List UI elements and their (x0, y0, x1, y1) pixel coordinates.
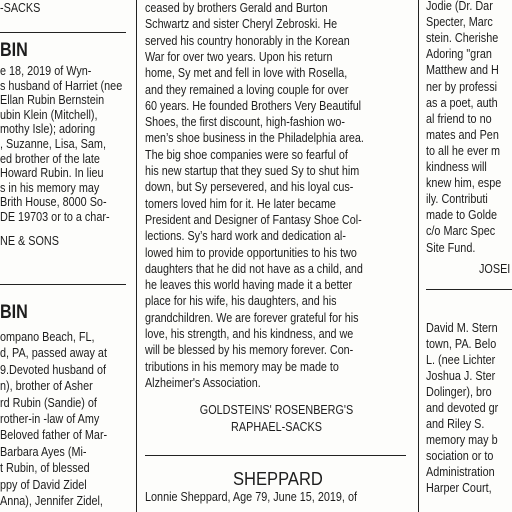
sheppard-first-line: Lonnie Sheppard, Age 79, June 15, 2019, of (145, 490, 357, 504)
middle-obit-line: home, Sy met and fell in love with Rosella, (145, 66, 348, 81)
left-obit-line-2: Barbara Ayes (Mi- (0, 444, 87, 459)
right-obit-line-2: memory may b (426, 433, 498, 447)
middle-obit-line: Shoes, the first discount, high-fashion wo- (145, 115, 345, 130)
middle-obit-line: lowed him to provide opportunities to his two (145, 245, 357, 260)
right-obit-line-2: Joshua J. Ster (426, 369, 496, 383)
left-obit-line-2: d, PA, passed away at (0, 346, 107, 361)
middle-signature-line-1: GOLDSTEINS' ROSENBERG'S (199, 403, 354, 417)
middle-signature-line-2: RAPHAEL-SACKS (231, 420, 322, 434)
right-obit-line-1: Jodie (Dr. Dar (426, 0, 493, 13)
right-divider (426, 289, 512, 290)
middle-obit-line: 60 years. He founded Brothers Very Beautiful (145, 98, 362, 113)
right-obit-line-1: knew him, espe (426, 176, 502, 191)
left-obit-line-2: ompano Beach, FL, (0, 330, 95, 344)
left-obit-line-2: n), brother of Asher (0, 379, 93, 394)
left-obit-line-1: , Suzanne, Lisa, Sam, (0, 137, 106, 151)
right-obit-line-1: ily. Contributi (426, 192, 488, 207)
middle-obit-line: daughters that he did not have as a child, and (145, 261, 363, 276)
middle-obit-line: Alzheimer's Association. (145, 375, 261, 390)
left-signature-1: NE & SONS (0, 234, 59, 248)
right-signature: JOSEI (479, 262, 511, 276)
middle-obit-line: he leaves this world having made it a better (145, 278, 353, 293)
left-obit-line-2: Anna), Jennifer Zidel, (0, 494, 103, 508)
left-obit-line-2: Beloved father of Mar- (0, 428, 108, 443)
left-obit-line-1: e 18, 2019 of Wyn- (0, 64, 92, 78)
right-obit-line-2: town, PA. Belo (426, 337, 497, 351)
right-obit-line-1: stein. Cherishe (426, 31, 499, 46)
left-divider-2 (0, 284, 126, 285)
middle-obit-line: ceased by brothers Gerald and Burton (145, 1, 328, 15)
middle-obit-line: War for over two years. Upon his return (145, 49, 333, 64)
left-obit-text-1 (0, 64, 128, 224)
left-column (0, 0, 128, 512)
middle-obit-line: will be blessed by his memory forever. Con- (145, 343, 354, 358)
left-obit-line-1: mothy Isle); adoring (0, 122, 96, 137)
left-obit-line-1: s in his memory may (0, 180, 100, 195)
right-obit-line-1: made to Golde (426, 208, 498, 223)
left-obit-line-1: s husband of Harriet (nee (0, 78, 123, 93)
left-obit-line-1: Howard Rubin. In lieu (0, 166, 104, 181)
left-obit-line-2: 9.Devoted husband of (0, 362, 106, 377)
left-obit-line-2: rd Rubin (Sandie) of (0, 395, 97, 410)
right-obit-line-1: c/o Marc Spec (426, 224, 496, 239)
left-divider-1 (0, 32, 126, 33)
right-obit-line-2: Administration (426, 465, 495, 479)
middle-obit-line: his new startup that they sued Sy to shut him (145, 164, 360, 178)
left-obit-line-1: Ellan Rubin Bernstein (0, 93, 105, 108)
left-obit-line-2: rother-in -law of Amy (0, 412, 100, 426)
right-obit-text-2 (426, 321, 512, 512)
right-obit-line-1: Site Fund. (426, 240, 476, 255)
middle-obit-line: tomers loved him for it. He later became (145, 196, 336, 211)
right-obit-line-1: Specter, Marc (426, 15, 493, 30)
left-obit-line-1: ed brother of the late (0, 151, 100, 166)
left-obit-line-2: t Rubin, of blessed (0, 461, 90, 476)
middle-obit-line: Schwartz and sister Cheryl Zebroski. He (145, 17, 338, 32)
middle-obit-line: President and Designer of Fantasy Shoe Col- (145, 212, 362, 227)
left-top-signature: -SACKS (0, 1, 41, 15)
right-obit-line-1: to all he ever m (426, 143, 501, 158)
right-obit-line-2: David M. Stern (426, 321, 498, 335)
middle-divider (145, 455, 406, 456)
right-obit-line-1: mates and Pen (426, 127, 499, 142)
right-obit-line-1: Adoring "gran (426, 47, 492, 62)
middle-column (141, 0, 412, 512)
right-obit-line-2: and Riley S. (426, 417, 485, 431)
left-obit-line-1: ubin Klein (Mitchell), (0, 107, 98, 122)
left-obit-line-1: Brith House, 8000 So- (0, 195, 107, 210)
right-obit-line-1: as a poet, auth (426, 95, 498, 110)
middle-obit-line: served his country honorably in the Korean (145, 33, 350, 48)
middle-obit-line: and they remained a loving couple for over (145, 82, 349, 97)
right-obit-line-1: Matthew and H (426, 63, 499, 78)
middle-obit-line: grandchildren. We are forever grateful for his (145, 310, 359, 325)
middle-obit-line: tributions in his memory may be made to (145, 359, 339, 374)
right-obit-line-2: L. (nee Lichter (426, 353, 496, 367)
middle-obit-text (145, 1, 411, 396)
left-obit-heading-1: BIN (0, 40, 28, 61)
right-column (426, 0, 512, 512)
middle-obit-line: men’s shoe business in the Philadelphia area. (145, 131, 364, 146)
sheppard-heading: SHEPPARD (233, 469, 323, 489)
right-obit-line-2: and devoted gr (426, 401, 499, 415)
column-rule-left (136, 0, 137, 512)
right-obit-line-1: al friend to no (426, 111, 492, 126)
right-obit-line-1: ner by professi (426, 79, 498, 94)
middle-obit-line: The big shoe companies were so fearful of (145, 147, 348, 162)
right-obit-line-1: kindness will (426, 160, 487, 174)
right-obit-line-2: sociation or to (426, 449, 494, 463)
left-obit-line-2: ppy of David Zidel (0, 477, 87, 492)
middle-obit-line: down, but Sy persevered, and his loyal cus- (145, 180, 354, 195)
left-obit-text-2 (0, 330, 128, 512)
middle-obit-line: lections. Sy’s hard work and dedication al- (145, 229, 346, 244)
right-obit-line-2: Harper Court, (426, 481, 492, 495)
left-obit-heading-2: BIN (0, 302, 28, 323)
middle-obit-line: place for his wife, his daughters, and his (145, 294, 337, 309)
right-obit-line-2: Dolinger), bro (426, 385, 492, 399)
left-obit-line-1: DE 19703 or to a char- (0, 210, 110, 224)
right-obit-text-1 (426, 0, 512, 255)
middle-obit-line: love, his strength, and his kindness, and we (145, 327, 354, 341)
column-rule-right (418, 0, 419, 512)
